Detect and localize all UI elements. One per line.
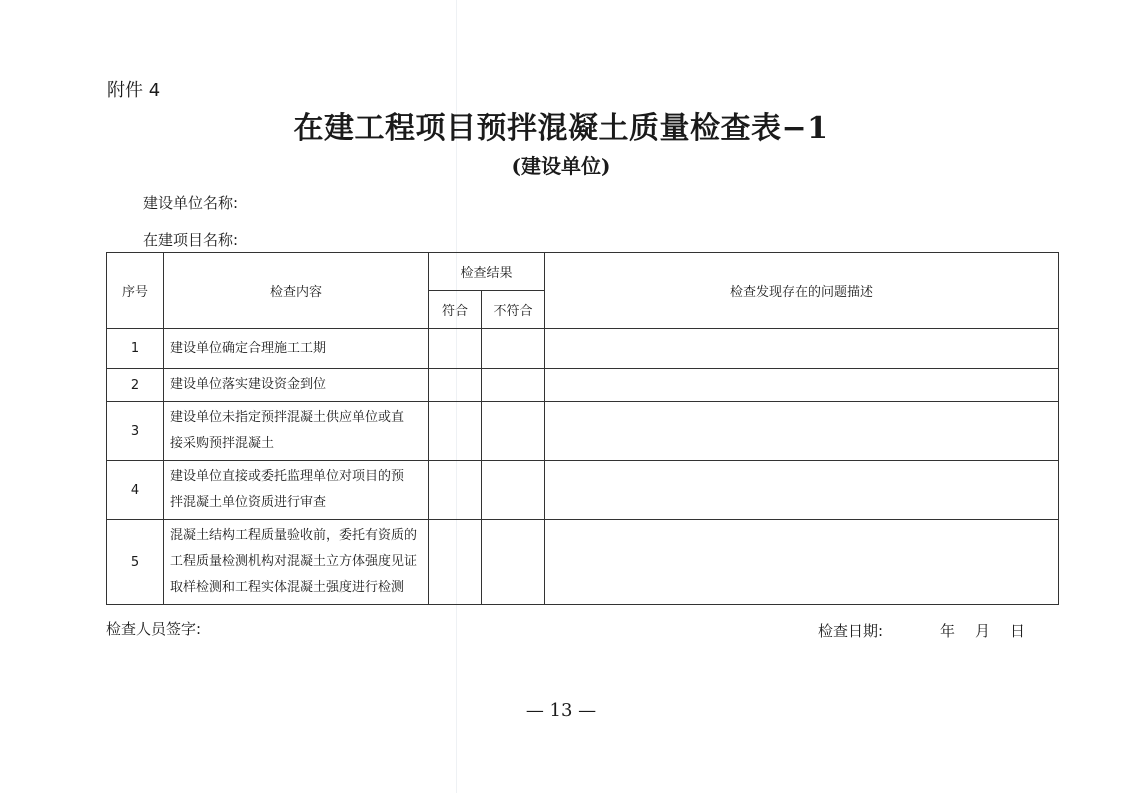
table-row	[107, 402, 1059, 461]
row-seq: 4	[107, 461, 164, 520]
inspection-date-label: 检查日期:	[818, 622, 884, 640]
header-fail: 不符合	[482, 291, 545, 329]
header-result: 检查结果	[429, 253, 545, 291]
issue-cell[interactable]	[545, 461, 1059, 520]
row-seq: 2	[107, 369, 164, 402]
pass-cell[interactable]	[429, 402, 482, 461]
date-month-label: 月	[975, 622, 991, 640]
row-content-line: 接采购预拌混凝土	[170, 436, 275, 451]
date-day-label: 日	[1010, 622, 1026, 640]
pass-cell[interactable]	[429, 461, 482, 520]
row-content-line: 取样检测和工程实体混凝土强度进行检测	[170, 580, 405, 595]
document-subtitle: (建设单位)	[511, 154, 611, 178]
header-pass: 符合	[429, 291, 482, 329]
page-number: — 13 —	[525, 700, 597, 721]
row-content-line: 建设单位直接或委托监理单位对项目的预	[170, 469, 405, 484]
unit-name-label: 建设单位名称:	[143, 194, 239, 212]
row-content	[164, 402, 429, 461]
row-content-line: 工程质量检测机构对混凝土立方体强度见证	[170, 554, 418, 569]
pass-cell[interactable]	[429, 329, 482, 369]
row-content	[164, 520, 429, 605]
row-seq: 5	[107, 520, 164, 605]
header-content: 检查内容	[164, 253, 429, 329]
row-content	[164, 329, 429, 369]
document-title: 在建工程项目预拌混凝土质量检查表−1	[293, 111, 829, 146]
project-name-label: 在建项目名称:	[143, 231, 239, 249]
table-row	[107, 369, 1059, 402]
row-content-line: 混凝土结构工程质量验收前，委托有资质的	[170, 528, 418, 543]
pass-cell[interactable]	[429, 520, 482, 605]
row-content	[164, 461, 429, 520]
fail-cell[interactable]	[482, 369, 545, 402]
header-issues: 检查发现存在的问题描述	[545, 253, 1059, 329]
row-seq: 1	[107, 329, 164, 369]
date-year-label: 年	[940, 622, 956, 640]
issue-cell[interactable]	[545, 369, 1059, 402]
fail-cell[interactable]	[482, 402, 545, 461]
table-row	[107, 461, 1059, 520]
attachment-label: 附件 4	[107, 80, 161, 101]
header-seq: 序号	[107, 253, 164, 329]
issue-cell[interactable]	[545, 402, 1059, 461]
fail-cell[interactable]	[482, 461, 545, 520]
row-content-line: 建设单位确定合理施工工期	[170, 340, 327, 356]
table-row	[107, 329, 1059, 369]
issue-cell[interactable]	[545, 520, 1059, 605]
inspection-table	[106, 252, 1059, 605]
row-content-line: 建设单位落实建设资金到位	[170, 377, 327, 392]
pass-cell[interactable]	[429, 369, 482, 402]
row-content-line: 拌混凝土单位资质进行审查	[170, 495, 327, 510]
row-content-line: 建设单位未指定预拌混凝土供应单位或直	[170, 410, 405, 425]
fail-cell[interactable]	[482, 520, 545, 605]
table-row	[107, 520, 1059, 605]
row-seq: 3	[107, 402, 164, 461]
issue-cell[interactable]	[545, 329, 1059, 369]
fail-cell[interactable]	[482, 329, 545, 369]
inspector-signature-label: 检查人员签字:	[106, 620, 202, 638]
row-content	[164, 369, 429, 402]
